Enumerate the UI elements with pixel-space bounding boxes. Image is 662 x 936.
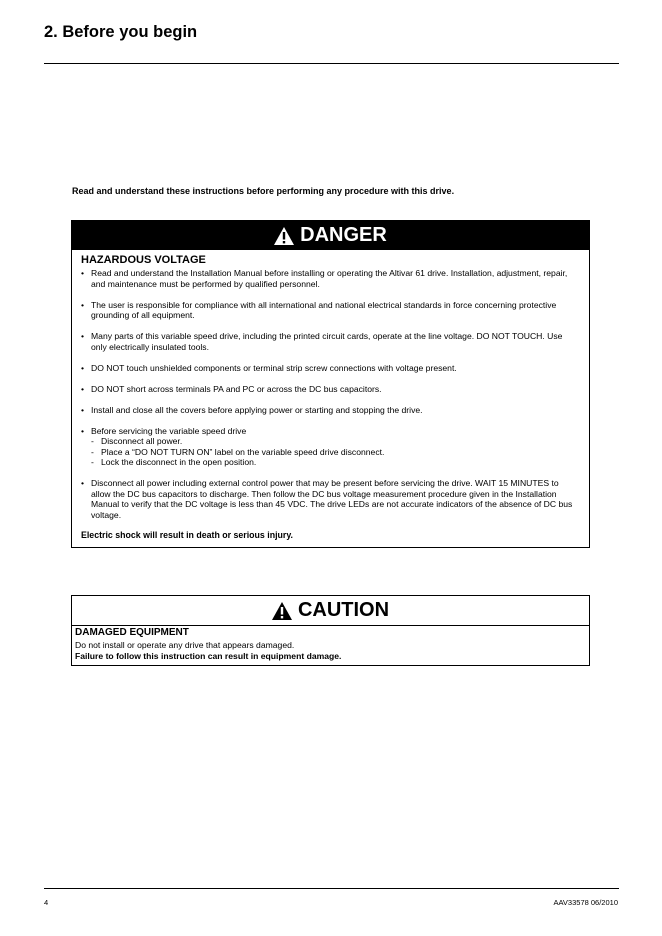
list-item: • The user is responsible for compliance with all international and national electrical standards in force concerning protective grounding of all equipment.: [81, 300, 580, 321]
page-number: 4: [44, 898, 49, 907]
hazard-title: HAZARDOUS VOLTAGE: [81, 254, 206, 266]
sub-list-item: - Disconnect all power.: [91, 436, 580, 447]
list-item-servicing: [81, 426, 580, 468]
warning-triangle-icon: [274, 227, 294, 245]
intro-text: Read and understand these instructions before performing any procedure with this drive.: [72, 186, 455, 196]
warning-triangle-icon: [272, 602, 292, 620]
caution-panel: [71, 595, 590, 666]
servicing-sub-list: [91, 436, 580, 468]
list-item: • Install and close all the covers before applying power or starting and stopping the drive.: [81, 405, 580, 416]
header-divider: [44, 63, 619, 64]
danger-bullet-list: [81, 268, 580, 520]
danger-consequence: Electric shock will result in death or serious injury.: [81, 529, 294, 540]
list-item: • Many parts of this variable speed drive, including the printed circuit cards, operate at the line voltage. DO NOT TOUCH. Use only electrically insulated tools.: [81, 331, 580, 352]
sub-list-item: - Lock the disconnect in the open position.: [91, 457, 580, 468]
footer-divider: [44, 888, 619, 889]
caution-text: Do not install or operate any drive that appears damaged.: [75, 640, 295, 650]
danger-body: [72, 250, 589, 540]
caution-header: [72, 596, 589, 626]
servicing-heading: Before servicing the variable speed drive: [91, 425, 247, 436]
list-item: • Read and understand the Installation Manual before installing or operating the Altivar 61 drive. Installation, adjustment, repair, and maintenance must be performed by qualified personnel.: [81, 268, 580, 289]
caution-title: DAMAGED EQUIPMENT: [75, 627, 189, 638]
sub-list-item: - Place a “DO NOT TURN ON” label on the variable speed drive disconnect.: [91, 447, 580, 458]
caution-body: [72, 626, 589, 661]
page-title: 2. Before you begin: [44, 23, 198, 41]
danger-header: [72, 221, 589, 250]
list-item: • Disconnect all power including external control power that may be present before servicing the drive. WAIT 15 MINUTES to allow the DC bus capacitors to discharge. Then follow the DC bus voltage measurement procedure given in the Installation Manual to verify that the DC voltage is less than 45 VDC. The drive LEDs are not accurate indicators of the absence of DC bus voltage.: [81, 478, 580, 520]
list-item: • DO NOT touch unshielded components or terminal strip screw connections with voltage present.: [81, 363, 580, 374]
danger-panel: [71, 220, 590, 548]
caution-label: CAUTION: [297, 599, 390, 621]
document-reference: AAV33578 06/2010: [553, 898, 618, 907]
list-item: • DO NOT short across terminals PA and PC or across the DC bus capacitors.: [81, 384, 580, 395]
caution-consequence: Failure to follow this instruction can result in equipment damage.: [75, 650, 342, 661]
danger-label: DANGER: [300, 224, 387, 246]
